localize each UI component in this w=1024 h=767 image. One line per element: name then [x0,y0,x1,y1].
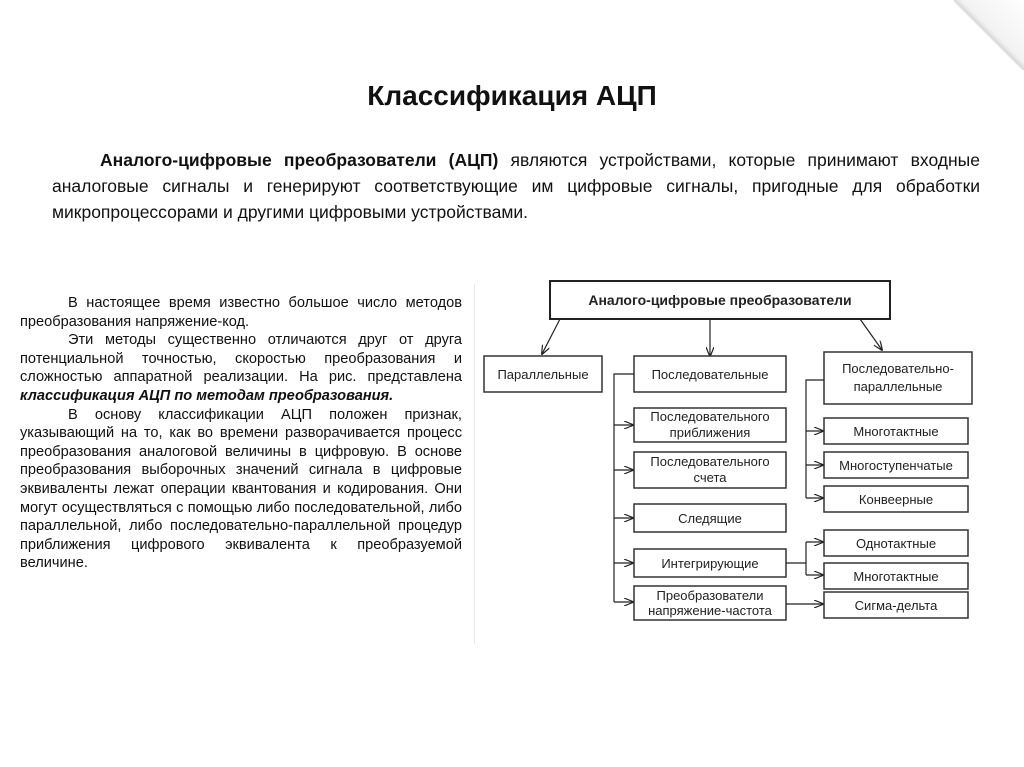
node-seq-parallel-label-1: Последовательно- [842,361,954,376]
node-int-singlecycle [824,530,968,556]
node-sp-multistage [824,452,968,478]
node-int-multicycle-label: Многотактные [853,569,939,584]
intro-rest: являются устройствами, которые принимают входные аналоговые сигналы и генерируют соответствующие им цифровые сигналы, пригодные для обработки микропроцессорами и другими цифровыми устройствами. [52,150,980,222]
body-paragraph-2: Эти методы существенно отличаются друг от друга потенциальной точностью, скоростью преобразования и сложностью аппаратной реализации. На рис. представлена классификация АЦП по методам преобразования. [20,332,462,404]
node-approx [634,408,786,442]
node-tracking [634,504,786,532]
node-sp-pipeline-label: Конвеерные [858,492,934,507]
seq-parallel-edges [806,380,824,498]
integrating-spine [786,563,806,575]
node-parallel-label: Параллельные [497,367,589,382]
node-count-label-2: счета [693,470,727,485]
sequential-spine [614,374,634,602]
integrating-edges [786,542,823,575]
node-sp-multicycle [824,418,968,444]
edge-root-seqparallel [860,319,882,350]
node-int-singlecycle-label: Однотактные [855,536,937,551]
seq-parallel-spine [806,380,824,498]
node-approx-label-1: Последовательного [650,409,770,424]
node-integrating-label: Интегрирующие [661,556,759,571]
node-sequential-label: Последовательные [651,367,769,382]
node-sp-pipeline [824,486,968,512]
node-count [634,452,786,488]
node-int-multicycle [824,563,968,589]
body-paragraph-1: В настоящее время известно большое число методов преобразования напряжение-код. [20,295,462,330]
node-sequential [634,356,786,392]
node-parallel [484,356,602,392]
node-seq-parallel-label-2: параллельные [853,379,943,394]
page-title: Классификация АЦП [367,80,657,111]
node-sp-multicycle-label: Многотактные [853,424,939,439]
node-seq-parallel [824,352,972,404]
node-vf-label-1: Преобразователи [656,588,764,603]
node-root [550,281,890,319]
edge-root-parallel [542,319,560,354]
node-approx-label-2: приближения [669,425,751,440]
node-integrating [634,549,786,577]
root-edges [542,319,882,356]
body-paragraph-3: В основу классификации АЦП положен признак, указывающий на то, как во времени разворачивается процесс преобразования аналоговой величины в цифровую. В основе преобразования выборочных значений сигнала в цифровые эквиваленты лежат операции квантования и кодирования. Они могут осуществляться с помощью либо последовательной, либо параллельной, либо последовательно-параллельной процедур приближения цифрового эквивалента к преобразуемой величине. [20,406,462,572]
intro-term: Аналого-цифровые преобразователи (АЦП) [100,150,499,170]
node-vf [634,586,786,620]
node-vf-label-2: напряжение-частота [648,603,772,618]
node-tracking-label: Следящие [678,511,742,526]
node-sigma-delta [824,592,968,618]
node-sigma-delta-label: Сигма-дельта [854,598,938,613]
node-count-label-1: Последовательного [650,454,770,469]
node-root-label: Аналого-цифровые преобразователи [588,292,852,308]
sequential-edges [614,374,634,602]
body-emphasis: классификация АЦП по методам преобразования. [20,387,394,404]
node-sp-multistage-label: Многоступенчатые [839,458,953,473]
